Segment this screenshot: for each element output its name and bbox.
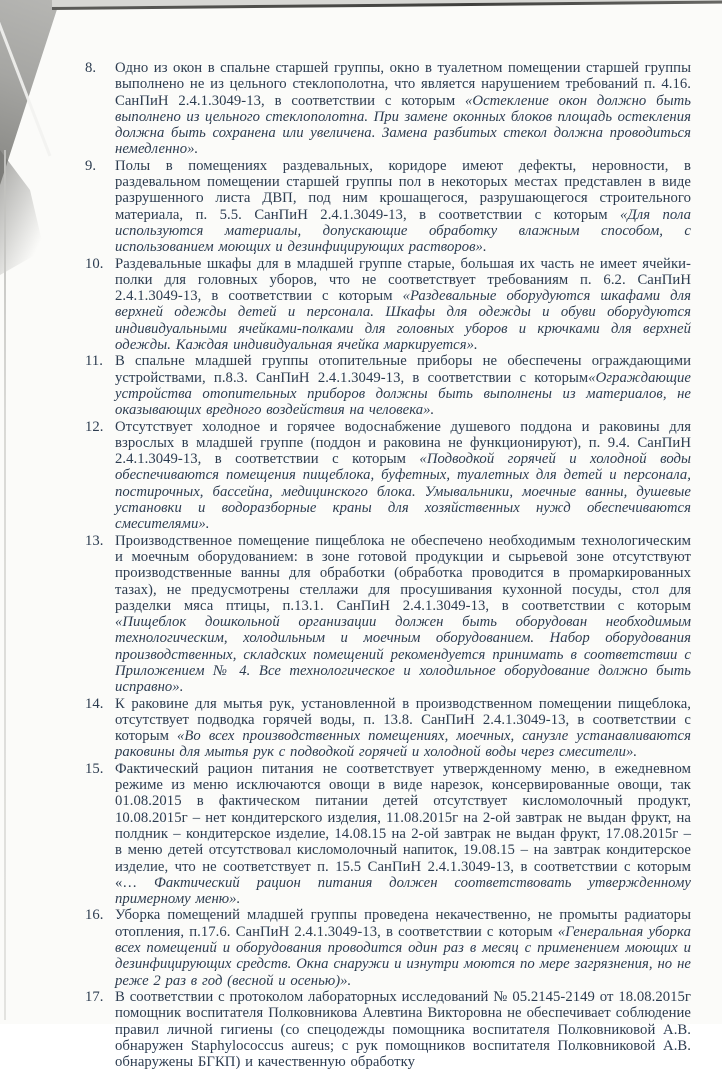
regulation-quote: Фактический рацион питания должен соответствовать утвержденному примерному меню». xyxy=(115,874,692,908)
regulation-quote: «Пищеблок дошкольной организации должен быть оборудован необходимым технологическим, холодильным и моечным оборудованием. Набор оборудования производственных, складских помещений рекомендуется принимать в соответствии с Приложением № 4. Все технологическое и холодильное оборудование должно быть исправно». xyxy=(115,614,691,696)
violation-text: В соответствии с протоколом лабораторных исследований № 05.2145-2149 от 18.08.2015г помощник воспитателя Полковникова Алевтина Викторовна не обеспечивает соблюдение правил личной гигиены (со спецодежды помощника воспитателя Полковниковой А.В. обнаружен Staphylococcus aureus; с рук помощников воспитателя Полковниковой А.В. обнаружены БГКП) и качественную обработку xyxy=(115,988,691,1070)
regulation-quote: «Генеральная уборка всех помещений и оборудования проводится один раз в месяц с применением моющих и дезинфицирующих средств. Окна снаружи и изнутри моются по мере загрязнения, но не реже 2 раз в год (весной и осенью)». xyxy=(115,923,691,989)
item-number: 10. xyxy=(85,255,104,272)
scan-left-edge-line xyxy=(4,150,6,1020)
scan-corner-shadow xyxy=(0,150,46,275)
item-number: 16. xyxy=(85,907,104,924)
regulation-quote: «Для пола используются материалы, допускающие обработку влажным способом, с использованием моющих и дезинфицирующих растворов». xyxy=(115,206,691,256)
regulation-quote: «Ограждающие устройства отопительных приборов должны быть выполнены из материалов, не оказывающих вредного воздействия на человека». xyxy=(115,369,691,419)
violation-text: В спальне младшей группы отопительные приборы не обеспечены ограждающими устройствами, п.8.3. СанПиН 2.4.1.3049-13, в соответствии с которым xyxy=(115,353,691,386)
item-number: 15. xyxy=(85,760,104,777)
list-item xyxy=(85,907,691,989)
violation-text: Производственное помещение пищеблока не обеспечено необходимым технологическим и моечным оборудованием: в зоне готовой продукции и сырьевой зоне отсутствуют производственные ванны для обработки (обработка проводится в промаркированных тазах), не предусмотрены стеллажи для просушивания кухонной посуды, стол для разделки мяса птицы, п.13.1. СанПиН 2.4.1.3049-13, в соответствии с которым xyxy=(115,532,691,614)
item-text xyxy=(115,533,691,696)
item-number: 14. xyxy=(85,695,104,712)
item-number: 13. xyxy=(85,532,104,549)
violation-text: Полы в помещениях раздевальных, коридоре имеют дефекты, неровности, в раздевальном помещении старшей группы пол в некоторых местах представлен в виде разрушенного листа ДВП, под ним крошащегося, разрушающегося строительного материала, п. 5.5. СанПиН 2.4.1.3049-13, в соответствии с которым xyxy=(115,157,691,223)
regulation-quote: «Раздевальные оборудуются шкафами для верхней одежды детей и персонала. Шкафы для одежды и обуви оборудуются индивидуальными ячейками-полками для головных уборов и крючками для верхней одежды. Каждая индивидуальная ячейка маркируется». xyxy=(115,288,691,354)
list-item xyxy=(85,760,692,908)
violation-text: Раздевальные шкафы для в младшей группе старые, большая их часть не имеет ячейки-полки для головных уборов, что не соответствует требованиям п. 6.2. СанПиН 2.4.1.3049-13, в соответствии с которым xyxy=(115,255,691,305)
violation-text: Одно из окон в спальне старшей группы, окно в туалетном помещении старшей группы выполнено не из цельного стеклополотна, что является нарушением требований п. 4.16. СанПиН 2.4.1.3049-13, в соответствии с которым xyxy=(115,60,691,109)
list-item xyxy=(85,532,691,696)
regulation-quote: «Остекление окон должно быть выполнено из цельного стеклополотна. При замене оконных блоков площадь остекления должна быть сохранена или увеличена. Замена разбитых стекол должна проводиться немедленно». xyxy=(115,92,691,158)
list-item xyxy=(85,695,691,761)
violation-text: Отсутствует холодное и горячее водоснабжение душевого поддона и раковины для взрослых в младшей группе (поддон и раковина не функционируют), п. 9.4. СанПиН 2.4.1.3049-13, в соответствии с которым xyxy=(115,418,691,468)
item-number: 12. xyxy=(85,418,104,435)
item-text xyxy=(115,419,691,533)
violations-list xyxy=(85,60,692,1070)
item-number: 11. xyxy=(85,353,103,370)
list-item xyxy=(85,157,691,256)
item-text xyxy=(115,907,691,988)
item-number: 8. xyxy=(85,60,97,76)
list-item xyxy=(85,255,691,354)
violation-text: К раковине для мытья рук, установленной в производственном помещении пищеблока, отсутствует подводка горячей воды, п. 13.8. СанПиН 2.4.1.3049-13, в соответствии с которым xyxy=(115,695,691,745)
item-text xyxy=(115,60,691,157)
item-text xyxy=(115,989,691,1070)
item-text xyxy=(115,256,691,353)
item-number: 17. xyxy=(85,988,104,1005)
item-text xyxy=(115,696,691,761)
violation-text: Уборка помещений младшей группы проведена некачественно, не промыты радиаторы отопления, п.17.6. СанПиН 2.4.1.3049-13, в соответствии с которым xyxy=(115,907,691,940)
regulation-quote: «Во всех производственных помещениях, моечных, санузле устанавливаются раковины для мытья рук с подводкой горячей и холодной воды через смесители». xyxy=(115,728,691,761)
item-text xyxy=(115,353,691,418)
regulation-quote: «Подводкой горячей и холодной воды обеспечиваются помещения пищеблока, буфетных, туалетных для детей и персонала, постирочных, бассейна, медицинского блока. Умывальники, моечные ванны, душевые установки и водоразборные краны для хозяйственных нужд обеспечиваются смесителями». xyxy=(115,451,691,533)
list-item xyxy=(85,353,691,419)
item-number: 9. xyxy=(85,157,97,174)
scan-corner-background xyxy=(0,0,70,190)
violation-text: Фактический рацион питания не соответствует утвержденному меню, в ежедневном режиме из меню исключаются овощи в виде нарезок, консервированные овощи, так 01.08.2015 в фактическом питании детей отсутствует кисломолочный продукт, 10.08.2015г – нет кондитерского изделия, 11.08.2015г на 2-ой завтрак не выдан фрукт, на полдник – кондитерское изделие, 14.08.15 на 2-ой завтрак не выдан фрукт, 17.08.2015г – в меню детей отсутствовал кисломолочный напиток, 19.08.15 – на завтрак кондитерское изделие, что не соответствует п. 15.5 СанПиН 2.4.1.3049-13, в соответствии с которым «… xyxy=(115,760,691,891)
item-text xyxy=(115,761,691,907)
list-item xyxy=(85,988,691,1070)
list-item xyxy=(85,418,691,533)
list-item xyxy=(85,60,691,158)
item-text xyxy=(115,158,691,255)
